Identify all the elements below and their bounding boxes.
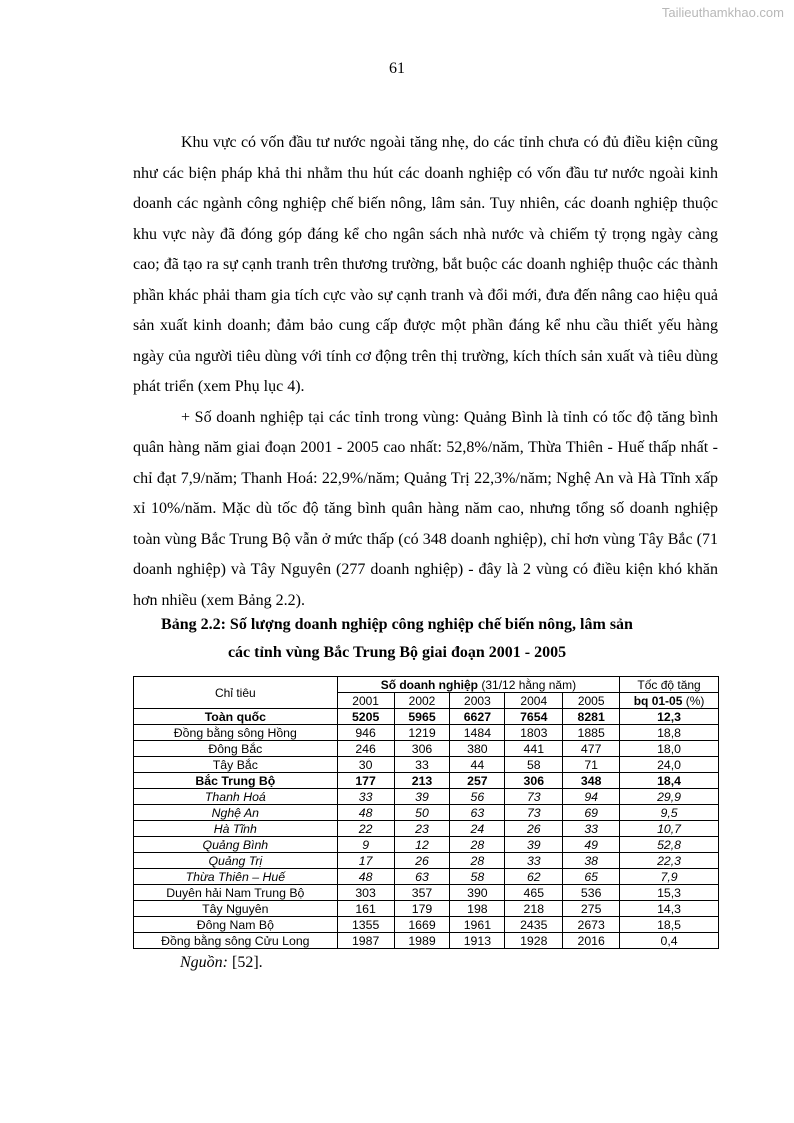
body-text xyxy=(133,128,718,616)
row-value: 2435 xyxy=(505,917,563,933)
row-value: 58 xyxy=(505,757,563,773)
row-growth: 18,5 xyxy=(620,917,719,933)
row-value: 2673 xyxy=(563,917,620,933)
row-value: 5205 xyxy=(337,709,394,725)
table-caption-line-2: các tỉnh vùng Bắc Trung Bộ giai đoạn 2001 - 2005 xyxy=(227,644,567,661)
header-year: 2001 xyxy=(337,693,394,709)
table-row xyxy=(134,805,719,821)
table-row xyxy=(134,789,719,805)
header-year: 2003 xyxy=(450,693,505,709)
row-growth: 52,8 xyxy=(620,837,719,853)
header-year: 2005 xyxy=(563,693,620,709)
table-row xyxy=(134,773,719,789)
row-value: 1219 xyxy=(394,725,450,741)
row-label: Thừa Thiên – Huế xyxy=(134,869,338,885)
row-value: 198 xyxy=(450,901,505,917)
row-growth: 15,3 xyxy=(620,885,719,901)
row-value: 17 xyxy=(337,853,394,869)
table-row xyxy=(134,821,719,837)
row-value: 63 xyxy=(394,869,450,885)
row-label: Đồng bằng sông Hồng xyxy=(134,725,338,741)
row-value: 1961 xyxy=(450,917,505,933)
header-count-note: (31/12 hằng năm) xyxy=(478,677,577,692)
row-label: Đông Bắc xyxy=(134,741,338,757)
row-value: 39 xyxy=(394,789,450,805)
row-value: 50 xyxy=(394,805,450,821)
row-value: 94 xyxy=(563,789,620,805)
row-value: 306 xyxy=(394,741,450,757)
table-row xyxy=(134,869,719,885)
row-value: 1484 xyxy=(450,725,505,741)
row-value: 1928 xyxy=(505,933,563,949)
row-growth: 9,5 xyxy=(620,805,719,821)
row-growth: 24,0 xyxy=(620,757,719,773)
header-year: 2004 xyxy=(505,693,563,709)
row-value: 218 xyxy=(505,901,563,917)
table-row xyxy=(134,757,719,773)
row-value: 348 xyxy=(563,773,620,789)
watermark: Tailieuthamkhao.com xyxy=(661,5,784,20)
row-growth: 10,7 xyxy=(620,821,719,837)
row-value: 38 xyxy=(563,853,620,869)
table-row xyxy=(134,885,719,901)
source-label: Nguồn: xyxy=(180,954,228,971)
row-value: 8281 xyxy=(563,709,620,725)
header-year: 2002 xyxy=(394,693,450,709)
row-growth: 18,8 xyxy=(620,725,719,741)
row-growth: 12,3 xyxy=(620,709,719,725)
row-value: 30 xyxy=(337,757,394,773)
table-row xyxy=(134,933,719,949)
row-label: Đồng bằng sông Cửu Long xyxy=(134,933,338,949)
row-value: 161 xyxy=(337,901,394,917)
row-label: Thanh Hoá xyxy=(134,789,338,805)
row-value: 26 xyxy=(394,853,450,869)
row-value: 33 xyxy=(394,757,450,773)
row-value: 39 xyxy=(505,837,563,853)
header-growth-line-1: Tốc độ tăng xyxy=(620,677,719,693)
row-label: Quảng Bình xyxy=(134,837,338,853)
row-value: 257 xyxy=(450,773,505,789)
table-body xyxy=(134,709,719,949)
row-value: 28 xyxy=(450,853,505,869)
row-value: 1803 xyxy=(505,725,563,741)
row-value: 213 xyxy=(394,773,450,789)
row-value: 6627 xyxy=(450,709,505,725)
header-count-bold: Số doanh nghiệp xyxy=(380,677,479,692)
row-value: 380 xyxy=(450,741,505,757)
paragraph: + Số doanh nghiệp tại các tỉnh trong vùng: Quảng Bình là tỉnh có tốc độ tăng bình quân hàng năm giai đoạn 2001 - 2005 cao nhất: 52,8%/năm, Thừa Thiên - Huế thấp nhất - chỉ đạt 7,9/năm; Thanh Hoá: 22,9%/năm; Quảng Trị 22,3%/năm; Nghệ An và Hà Tĩnh xấp xỉ 10%/năm. Mặc dù tốc độ tăng bình quân hàng năm cao, nhưng tổng số doanh nghiệp toàn vùng Bắc Trung Bộ vẫn ở mức thấp (có 348 doanh nghiệp), chỉ hơn vùng Tây Bắc (71 doanh nghiệp) và Tây Nguyên (277 doanh nghiệp) - đây là 2 vùng có điều kiện khó khăn hơn nhiều (xem Bảng 2.2). xyxy=(133,408,718,609)
row-value: 1989 xyxy=(394,933,450,949)
row-value: 275 xyxy=(563,901,620,917)
row-value: 49 xyxy=(563,837,620,853)
paragraph: Khu vực có vốn đầu tư nước ngoài tăng nhẹ, do các tỉnh chưa có đủ điều kiện cũng như các biện pháp khả thi nhằm thu hút các doanh nghiệp có vốn đầu tư nước ngoài kinh doanh các ngành công nghiệp chế biến nông, lâm sản. Tuy nhiên, các doanh nghiệp thuộc khu vực này đã đóng góp đáng kể cho ngân sách nhà nước và chiếm tỷ trọng ngày càng cao; đã tạo ra sự cạnh tranh trên thương trường, bắt buộc các doanh nghiệp thuộc các thành phần khác phải tham gia tích cực vào sự cạnh tranh và đổi mới, đưa đến nâng cao hiệu quả sản xuất kinh doanh; đảm bảo cung cấp được một phần đáng kể nhu cầu thiết yếu hàng ngày của người tiêu dùng với tính cơ động trên thị trường, kích thích sản xuất và tiêu dùng phát triển (xem Phụ lục 4). xyxy=(133,134,718,395)
header-enterprise-count xyxy=(337,677,619,693)
enterprise-table xyxy=(133,676,719,949)
table-caption-line-1: Bảng 2.2: Số lượng doanh nghiệp công nghiệp chế biến nông, lâm sản xyxy=(161,616,633,633)
row-value: 179 xyxy=(394,901,450,917)
row-value: 58 xyxy=(450,869,505,885)
row-value: 26 xyxy=(505,821,563,837)
row-value: 465 xyxy=(505,885,563,901)
table-row xyxy=(134,837,719,853)
row-label: Hà Tĩnh xyxy=(134,821,338,837)
row-value: 477 xyxy=(563,741,620,757)
row-value: 56 xyxy=(450,789,505,805)
row-value: 1355 xyxy=(337,917,394,933)
row-value: 12 xyxy=(394,837,450,853)
row-value: 73 xyxy=(505,805,563,821)
row-label: Đông Nam Bộ xyxy=(134,917,338,933)
table-row xyxy=(134,917,719,933)
row-value: 246 xyxy=(337,741,394,757)
row-growth: 0,4 xyxy=(620,933,719,949)
row-value: 23 xyxy=(394,821,450,837)
source-note xyxy=(180,954,263,972)
row-growth: 18,0 xyxy=(620,741,719,757)
row-value: 536 xyxy=(563,885,620,901)
row-value: 24 xyxy=(450,821,505,837)
row-value: 33 xyxy=(505,853,563,869)
header-growth-bold: bq 01-05 xyxy=(633,693,683,708)
row-value: 71 xyxy=(563,757,620,773)
row-growth: 22,3 xyxy=(620,853,719,869)
row-label: Bắc Trung Bộ xyxy=(134,773,338,789)
row-value: 44 xyxy=(450,757,505,773)
row-value: 946 xyxy=(337,725,394,741)
header-indicator: Chỉ tiêu xyxy=(134,677,338,709)
row-growth: 14,3 xyxy=(620,901,719,917)
row-label: Tây Bắc xyxy=(134,757,338,773)
table-row xyxy=(134,725,719,741)
table-row xyxy=(134,901,719,917)
row-label: Tây Nguyên xyxy=(134,901,338,917)
row-value: 306 xyxy=(505,773,563,789)
row-label: Duyên hải Nam Trung Bộ xyxy=(134,885,338,901)
table-row xyxy=(134,853,719,869)
row-growth: 7,9 xyxy=(620,869,719,885)
row-value: 48 xyxy=(337,805,394,821)
header-growth-unit: (%) xyxy=(682,693,705,708)
row-label: Toàn quốc xyxy=(134,709,338,725)
row-value: 33 xyxy=(563,821,620,837)
page-number: 61 xyxy=(389,60,405,77)
row-value: 33 xyxy=(337,789,394,805)
row-value: 9 xyxy=(337,837,394,853)
row-value: 62 xyxy=(505,869,563,885)
row-value: 48 xyxy=(337,869,394,885)
table-row xyxy=(134,741,719,757)
row-label: Nghệ An xyxy=(134,805,338,821)
row-value: 1913 xyxy=(450,933,505,949)
row-value: 303 xyxy=(337,885,394,901)
row-value: 22 xyxy=(337,821,394,837)
row-value: 63 xyxy=(450,805,505,821)
row-value: 1669 xyxy=(394,917,450,933)
row-growth: 18,4 xyxy=(620,773,719,789)
row-value: 5965 xyxy=(394,709,450,725)
table-row xyxy=(134,709,719,725)
row-value: 357 xyxy=(394,885,450,901)
row-value: 1987 xyxy=(337,933,394,949)
row-value: 65 xyxy=(563,869,620,885)
row-value: 1885 xyxy=(563,725,620,741)
row-value: 7654 xyxy=(505,709,563,725)
row-value: 2016 xyxy=(563,933,620,949)
source-value: [52]. xyxy=(228,954,263,971)
row-value: 73 xyxy=(505,789,563,805)
header-growth-line-2 xyxy=(620,693,719,709)
row-value: 69 xyxy=(563,805,620,821)
row-value: 177 xyxy=(337,773,394,789)
row-growth: 29,9 xyxy=(620,789,719,805)
row-label: Quảng Trị xyxy=(134,853,338,869)
row-value: 28 xyxy=(450,837,505,853)
row-value: 390 xyxy=(450,885,505,901)
row-value: 441 xyxy=(505,741,563,757)
